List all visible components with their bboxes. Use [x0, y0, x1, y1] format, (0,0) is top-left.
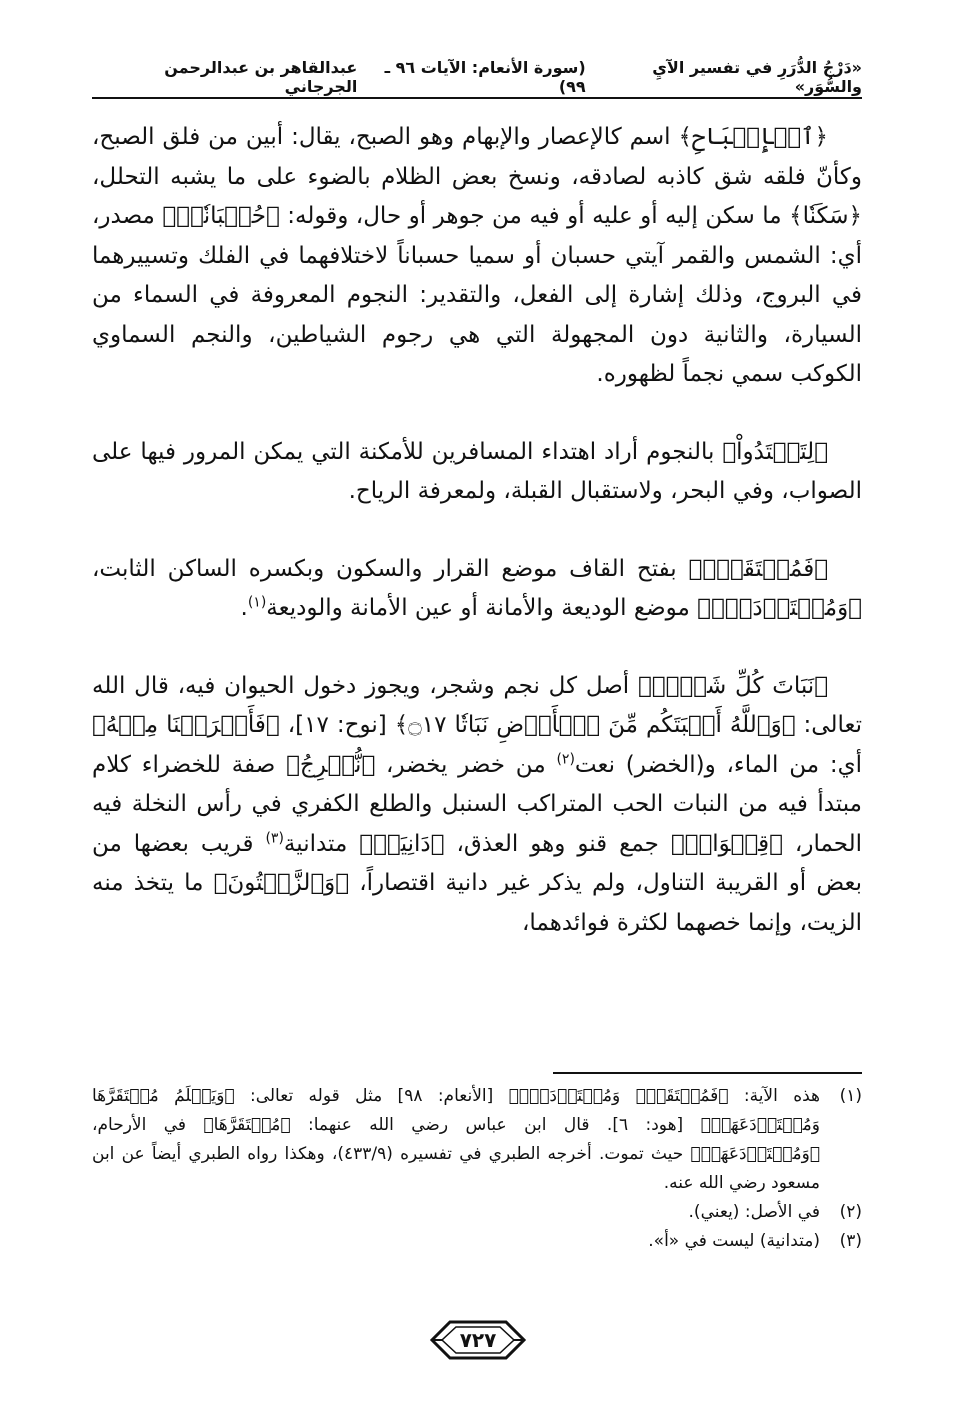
footnote-rule	[553, 1072, 862, 1074]
running-header	[92, 58, 862, 96]
text-run: أي: من الماء، و(الخضر) نعت	[574, 751, 863, 778]
quran-quote: ﴿قِنۡوَانٞ﴾	[670, 830, 783, 857]
quran-quote: ﴿ٱلۡإِصۡبَاحِ﴾	[678, 124, 828, 150]
header-surah-range: (سورة الأنعام: الآيات ٩٦ ـ ٩٩)	[384, 58, 586, 96]
text-run: أصل كل نجم وشجر، ويجوز دخول الحيوان فيه، قال الله تعالى:	[92, 672, 862, 738]
quran-quote: ﴿لِتَهۡتَدُواْ﴾	[722, 438, 828, 465]
quran-quote: ﴿مُسۡتَقَرَّهَا﴾	[203, 1115, 291, 1135]
text-run: اسم كالإعصار والإبهام وهو الصبح، يقال: أبين من فلق الصبح، وكأنّ فلقه شق كاذبه لصادقه، ونسخ بعض الظلام بالضوء على ما يشبه التحلل،	[92, 124, 862, 190]
quran-quote: ﴿نَبَاتَ كُلِّ شَيۡءٖ﴾	[637, 672, 828, 699]
text-run: قريب بعضها من بعض أو القريبة التناول، ولم يذكر غير دانية اقتصاراً،	[92, 830, 862, 896]
quran-quote: ﴿فَأَخۡرَجۡنَا مِنۡهُ﴾	[92, 712, 280, 738]
page-number: ٧٢٧	[459, 1328, 497, 1352]
footnote	[92, 1198, 862, 1227]
footnote-ref: (٢)	[556, 750, 575, 767]
text-run: (متدانية) ليست في «أ».	[648, 1231, 820, 1251]
footnote-ref: (١)	[247, 594, 267, 611]
quran-quote: ﴿فَمُسۡتَقَرّٞ وَمُسۡتَوۡدَعٞۗ﴾	[508, 1086, 729, 1106]
header-rule	[92, 97, 862, 99]
paragraph	[92, 433, 862, 512]
text-run: بفتح القاف موضع القرار والسكون وبكسره الساكن الثابت،	[92, 555, 689, 582]
text-run: [هود: ٦]. قال ابن عباس رضي الله عنهما:	[290, 1115, 701, 1135]
text-run: .	[240, 595, 248, 621]
paragraph	[92, 667, 862, 944]
text-run: موضع الوديعة والأمانة أو عين الأمانة والوديعة	[266, 595, 698, 621]
page-number-ornament	[428, 1318, 528, 1362]
quran-quote: ﴿وَمُسۡتَوۡدَعَهَاۚ﴾	[690, 1144, 820, 1164]
quran-quote: ﴿وَٱللَّهُ أَنۢبَتَكُم مِّنَ ٱلۡأَرۡضِ نَبَاتٗا ۝١٧﴾	[394, 712, 796, 738]
quran-quote: ﴿سَكَنٗا﴾	[789, 203, 862, 229]
footnote	[92, 1082, 862, 1198]
quran-quote: ﴿دَانِيَةٞ﴾	[359, 830, 445, 857]
text-run: جمع قنو وهو العذق،	[444, 830, 671, 857]
text-run: هذه الآية:	[728, 1086, 821, 1106]
quran-quote: ﴿وَمُسۡتَوۡدَعٞۗ﴾	[697, 595, 862, 621]
footnote-number: (٢)	[839, 1202, 862, 1222]
text-run: [الأنعام: ٩٨] مثل قوله تعالى:	[234, 1086, 509, 1106]
footnote-text	[92, 1082, 820, 1198]
header-book-title: «دَرْجُ الدُّرَرِ في تفسير الآيِ والسُّوَر»	[652, 58, 862, 96]
text-run: في الأصل: (يعني).	[688, 1202, 820, 1222]
paragraph	[92, 550, 862, 629]
text-run: متدانية	[283, 830, 360, 857]
footnote-text	[92, 1227, 820, 1256]
footnote-number: (١)	[839, 1086, 862, 1106]
quran-quote: ﴿نُّخۡرِجُ﴾	[286, 751, 376, 778]
text-run: من خضر يخضر،	[375, 751, 557, 778]
paragraph	[92, 118, 862, 395]
footnote-text	[92, 1198, 820, 1227]
text-run: ما يتخذ منه الزيت، وإنما خصهما لكثرة فوائدهما،	[92, 870, 862, 936]
footnote	[92, 1227, 862, 1256]
header-author: عبدالقاهر بن عبدالرحمن الجرجاني	[164, 58, 358, 96]
text-run: بالنجوم أراد اهتداء المسافرين للأمكنة التي يمكن المرور فيها على الصواب، وفي البحر، ولاستقبال القبلة، ولمعرفة الرياح.	[92, 438, 862, 504]
quran-quote: ﴿حُسۡبَانٗاۚ﴾	[162, 203, 280, 229]
text-run: ما سكن إليه أو عليه أو فيه من جوهر أو حال، وقوله:	[279, 203, 790, 229]
quran-quote: ﴿وَٱلزَّيۡتُونَ﴾	[213, 870, 350, 896]
footnote-ref: (٣)	[265, 829, 284, 846]
footnote-number: (٣)	[839, 1231, 862, 1251]
footnotes	[92, 1082, 862, 1256]
text-run: صفة للخضراء كلام مبتدأ فيه من النبات الحب المتراكب السنبل والطلع الكفري في رأس النخلة فيه الحمار،	[92, 751, 862, 857]
text-run: في الأرحام،	[92, 1115, 204, 1135]
quran-quote: ﴿فَمُسۡتَقَرّٞ﴾	[688, 555, 828, 582]
text-run: مصدر، أي: الشمس والقمر آيتي حسبان أو سميا حسباناً لاختلافهما في الفلك وتسييرهما في البروج، وذلك إشارة إلى الفعل، والتقدير: النجوم المعروفة في السماء من السيارة، والثانية دون المجهولة التي هي رجوم الشياطين، والنجم السماوي الكوكب سمي نجماً لظهوره.	[92, 203, 862, 387]
body-text	[92, 118, 862, 943]
text-run: حيث تموت. أخرجه الطبري في تفسيره (٤٣٣/٩)، وهكذا رواه الطبري أيضاً عن ابن مسعود رضي الله عنه.	[92, 1144, 820, 1193]
text-run: [نوح: ١٧]،	[279, 712, 395, 738]
quran-quote: ﴿وَيَعۡلَمُ مُسۡتَقَرَّهَا وَمُسۡتَوۡدَعَهَاۚ﴾	[92, 1086, 820, 1135]
